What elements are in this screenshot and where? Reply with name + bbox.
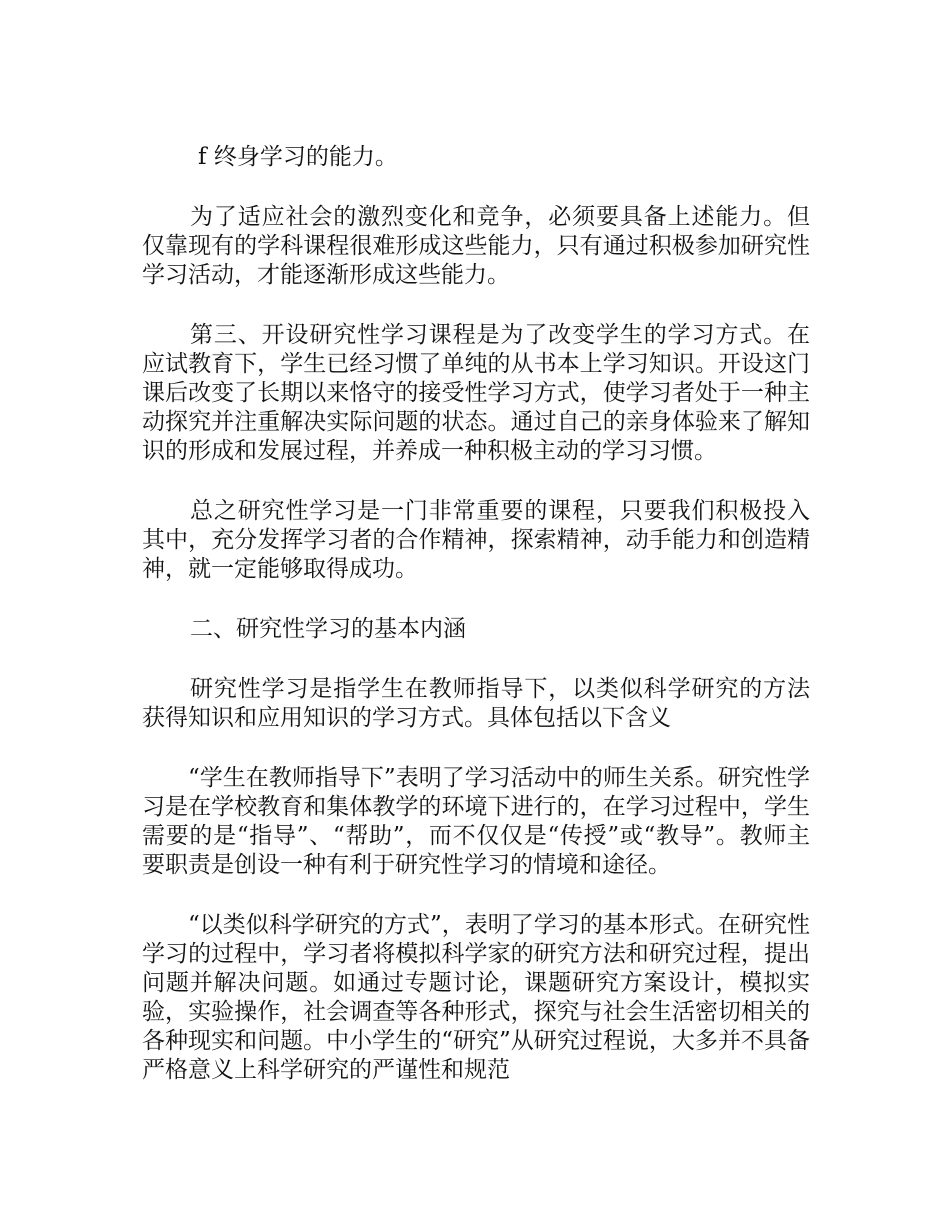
paragraph-teacher-guidance: “学生在教师指导下”表明了学习活动中的师生关系。研究性学习是在学校教育和集体教学的环境下进行的，在学习过程中，学生需要的是“指导”、“帮助”，而不仅仅是“传授”或“教导”。教师主要职责是创设一种有利于研究性学习的情境和途径。 <box>142 765 810 878</box>
paragraph-third-point: 第三、开设研究性学习课程是为了改变学生的学习方式。在应试教育下，学生已经习惯了单纯的从书本上学习知识。开设这门课后改变了长期以来恪守的接受性学习方式，使学习者处于一种主动探究并注重解决实际问题的状态。通过自己的亲身体验来了解知识的形成和发展过程，并养成一种积极主动的学习习惯。 <box>142 322 810 464</box>
paragraph-definition: 研究性学习是指学生在教师指导下，以类似科学研究的方法获得知识和应用知识的学习方式。具体包括以下含义 <box>142 676 810 731</box>
document-page <box>142 143 810 1116</box>
section-heading: 二、研究性学习的基本内涵 <box>190 616 466 642</box>
paragraph-adapt-society: 为了适应社会的激烈变化和竞争，必须要具备上述能力。但仅靠现有的学科课程很难形成这些能力，只有通过积极参加研究性学习活动，才能逐渐形成这些能力。 <box>142 204 810 288</box>
paragraph-lifelong-learning: f 终身学习的能力。 <box>198 144 398 170</box>
paragraph-research-method: “以类似科学研究的方式”，表明了学习的基本形式。在研究性学习的过程中，学习者将模拟科学家的研究方法和研究过程，提出问题并解决问题。如通过专题讨论，课题研究方案设计，模拟实验，实验操作，社会调查等各种形式，探究与社会生活密切相关的各种现实和问题。中小学生的“研究”从研究过程说，大多并不具备严格意义上科学研究的严谨性和规范 <box>142 912 810 1083</box>
paragraph-conclusion: 总之研究性学习是一门非常重要的课程，只要我们积极投入其中，充分发挥学习者的合作精神，探索精神，动手能力和创造精神，就一定能够取得成功。 <box>142 498 810 582</box>
